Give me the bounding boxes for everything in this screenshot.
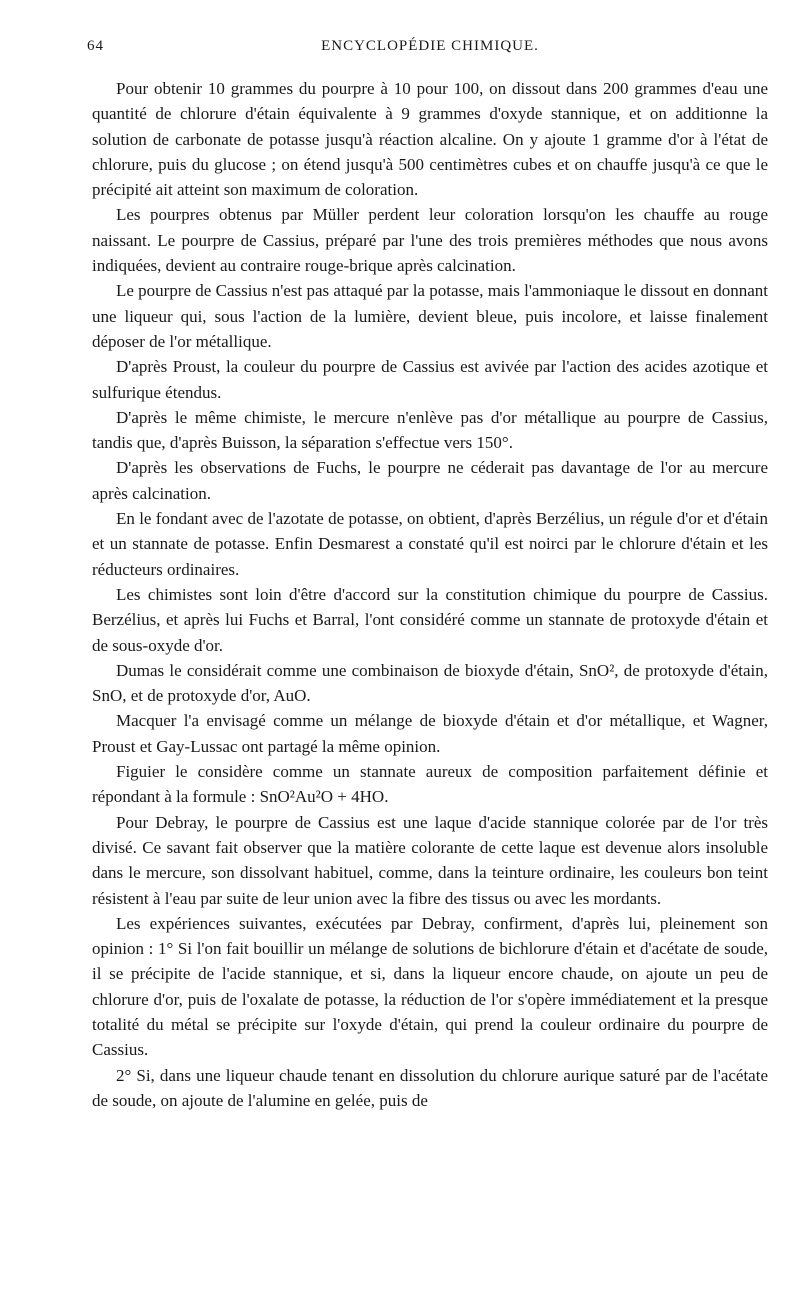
paragraph: Les expériences suivantes, exécutées par Debray, confirment, d'après lui, pleinement son opinion : 1° Si l'on fait bouillir un mélange de solutions de bichlorure d'étain et d'acétate de soude, il se précipite de l'acide stannique, et si, dans la liqueur encore chaude, on ajoute un peu de chlorure d'or, puis de l'oxalate de potasse, la réduction de l'or s'opère immédiatement et la presque totalité du métal se précipite sur l'oxyde d'étain, qui prend la couleur ordinaire du pourpre de Cassius. bbox=[92, 913, 768, 1060]
page-number: 64 bbox=[87, 38, 104, 54]
paragraph: D'après les observations de Fuchs, le pourpre ne céderait pas davantage de l'or au mercure après calcination. bbox=[92, 458, 768, 503]
running-title: ENCYCLOPÉDIE CHIMIQUE. bbox=[321, 38, 539, 54]
paragraph: Macquer l'a envisagé comme un mélange de bioxyde d'étain et d'or métallique, et Wagner, Proust et Gay-Lussac ont partagé la même opinion. bbox=[92, 711, 768, 756]
paragraph: Les chimistes sont loin d'être d'accord sur la constitution chimique du pourpre de Cassius. Berzélius, et après lui Fuchs et Barral, l'ont considéré comme un stannate de protoxyde d'étain et de sous-oxyde d'or. bbox=[92, 584, 768, 655]
body-text bbox=[92, 76, 768, 1113]
paragraph: Le pourpre de Cassius n'est pas attaqué par la potasse, mais l'ammoniaque le dissout en donnant une liqueur qui, sous l'action de la lumière, devient bleue, puis incolore, et laisse finalement déposer de l'or métallique. bbox=[92, 281, 768, 351]
paragraph: Pour Debray, le pourpre de Cassius est une laque d'acide stannique colorée par de l'or très divisé. Ce savant fait observer que la matière colorante de cette laque est devenue alors insoluble dans le mercure, son dissolvant habituel, comme, dans la teinture ordinaire, les couleurs bon teint résistent à l'eau par suite de leur union avec la fibre des tissus ou avec les mordants. bbox=[92, 812, 768, 908]
paragraph: En le fondant avec de l'azotate de potasse, on obtient, d'après Berzélius, un régule d'or et d'étain et un stannate de potasse. Enfin Desmarest a constaté qu'il est noirci par le chlorure d'étain et les réducteurs ordinaires. bbox=[92, 509, 768, 579]
paragraph: Les pourpres obtenus par Müller perdent leur coloration lorsqu'on les chauffe au rouge naissant. Le pourpre de Cassius, préparé par l'une des trois premières méthodes que nous avons indiquées, devient au contraire rouge-brique après calcination. bbox=[92, 205, 768, 276]
paragraph: D'après Proust, la couleur du pourpre de Cassius est avivée par l'action des acides azotique et sulfurique étendus. bbox=[92, 357, 768, 402]
paragraph: D'après le même chimiste, le mercure n'enlève pas d'or métallique au pourpre de Cassius, tandis que, d'après Buisson, la séparation s'effectue vers 150°. bbox=[92, 407, 768, 453]
paragraph: Pour obtenir 10 grammes du pourpre à 10 pour 100, on dissout dans 200 grammes d'eau une quantité de chlorure d'étain équivalente à 9 grammes d'oxyde stannique, et on additionne la solution de carbonate de potasse jusqu'à réaction alcaline. On y ajoute 1 gramme d'or à l'état de chlorure, puis du glucose ; on étend jusqu'à 500 centimètres cubes et on chauffe jusqu'à ce que le précipité ait atteint son maximum de coloration. bbox=[92, 79, 768, 200]
paragraph: Dumas le considérait comme une combinaison de bioxyde d'étain, SnO², de protoxyde d'étain, SnO, et de protoxyde d'or, AuO. bbox=[92, 660, 768, 706]
paragraph: Figuier le considère comme un stannate aureux de composition parfaitement définie et répondant à la formule : SnO²Au²O + 4HO. bbox=[92, 762, 768, 807]
paragraph: 2° Si, dans une liqueur chaude tenant en dissolution du chlorure aurique saturé par de l'acétate de soude, on ajoute de l'alumine en gelée, puis de bbox=[92, 1065, 768, 1110]
running-head bbox=[87, 38, 768, 62]
